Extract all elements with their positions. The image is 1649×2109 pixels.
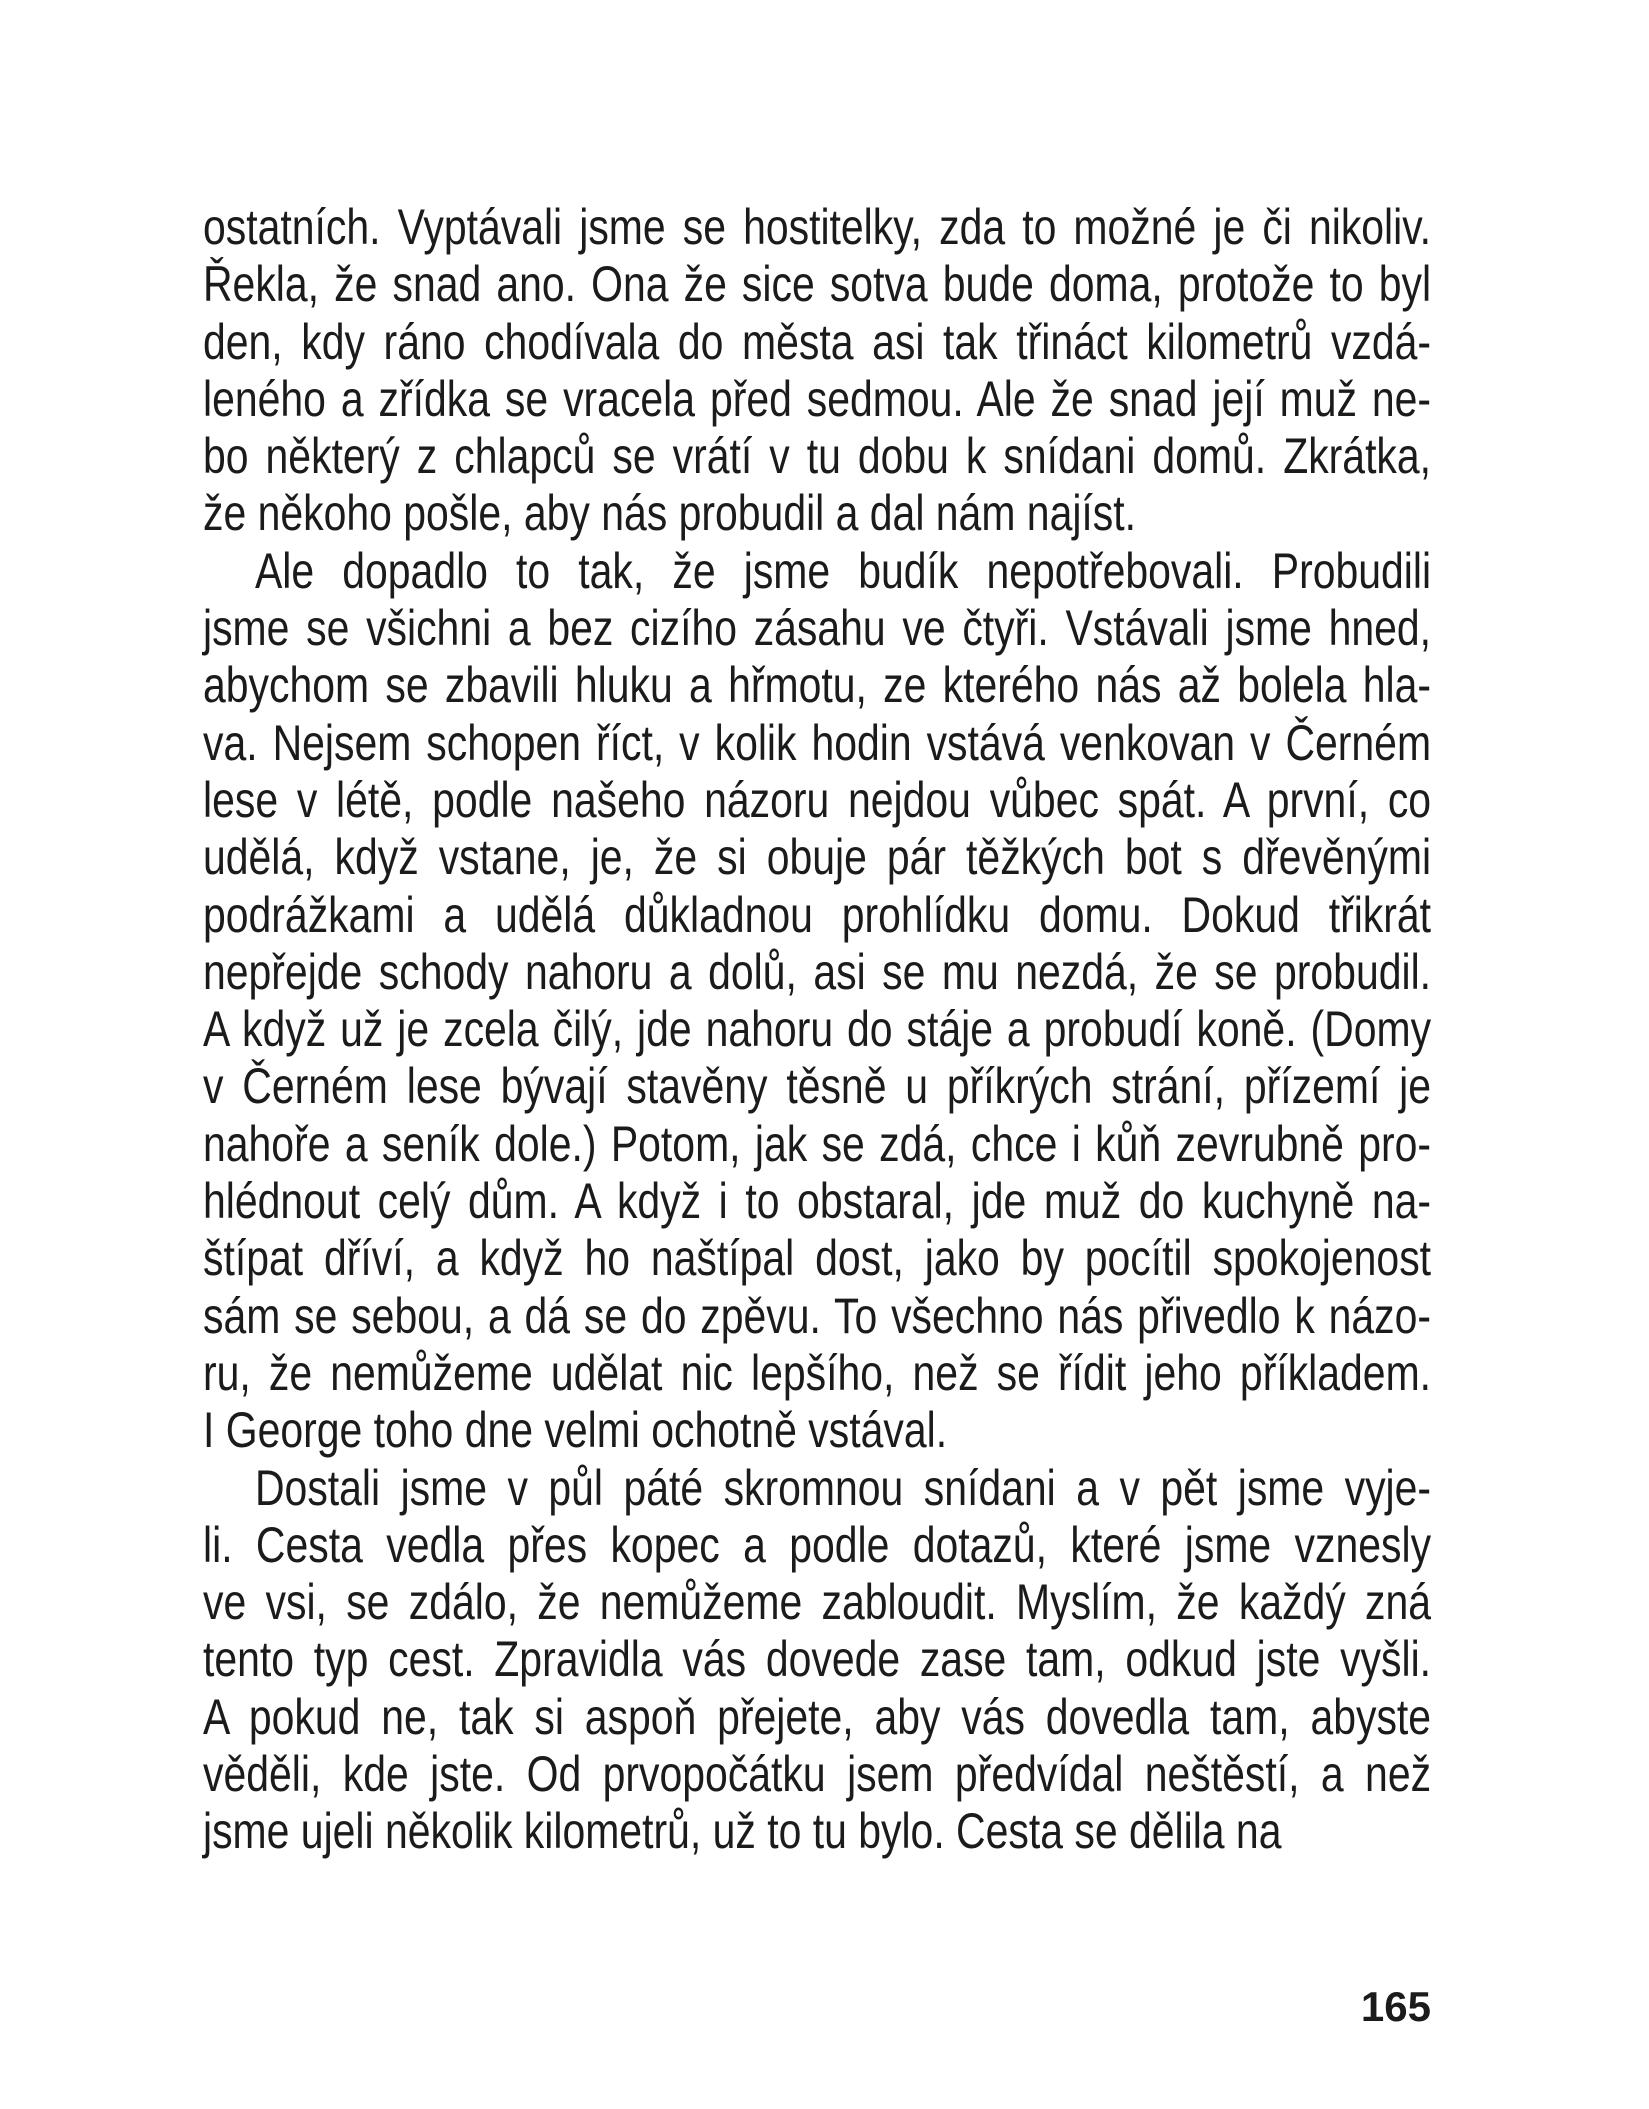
text-line: sám se sebou, a dá se do zpěvu. To všechno nás přivedlo k názo- xyxy=(203,1287,1432,1344)
text-line: v Černém lese bývají stavěny těsně u příkrých strání, přízemí je xyxy=(203,1058,1432,1115)
text-line: bo některý z chlapců se vrátí v tu dobu k snídani domů. Zkrátka, xyxy=(203,428,1432,485)
text-line: tento typ cest. Zpravidla vás dovede zase tam, odkud jste vyšli. xyxy=(203,1631,1432,1688)
text-line: leného a zřídka se vracela před sedmou. Ale že snad její muž ne- xyxy=(203,370,1432,427)
text-line: Dostali jsme v půl páté skromnou snídani a v pět jsme vyje- xyxy=(254,1459,1432,1516)
text-line: štípat dříví, a když ho naštípal dost, jako by pocítil spokojenost xyxy=(203,1230,1432,1287)
text-line: jsme se všichni a bez cizího zásahu ve čtyři. Vstávali jsme hned, xyxy=(203,600,1432,657)
text-line: nepřejde schody nahoru a dolů, asi se mu nezdá, že se probudil. xyxy=(203,943,1432,1000)
paragraph xyxy=(203,1460,1431,1861)
text-line: jsme ujeli několik kilometrů, už to tu bylo. Cesta se dělila na xyxy=(203,1803,1282,1860)
page-number: 165 xyxy=(1360,1983,1431,2030)
text-line: hlédnout celý dům. A když i to obstaral, jde muž do kuchyně na- xyxy=(203,1173,1432,1230)
text-line: Ale dopadlo to tak, že jsme budík nepotřebovali. Probudili xyxy=(254,542,1432,599)
paragraph xyxy=(203,199,1431,543)
text-line: A pokud ne, tak si aspoň přejete, aby vás dovedla tam, abyste xyxy=(203,1688,1432,1745)
text-line: udělá, když vstane, je, že si obuje pár těžkých bot s dřevěnými xyxy=(203,829,1432,886)
text-line: nahoře a seník dole.) Potom, jak se zdá, chce i kůň zevrubně pro- xyxy=(203,1115,1432,1172)
text-line: podrážkami a udělá důkladnou prohlídku domu. Dokud třikrát xyxy=(203,886,1432,943)
paragraph xyxy=(203,543,1431,1460)
text-line: věděli, kde jste. Od prvopočátku jsem předvídal neštěstí, a než xyxy=(203,1746,1432,1803)
text-line: ostatních. Vyptávali jsme se hostitelky, zda to možné je či nikoliv. xyxy=(203,199,1432,255)
text-line: ru, že nemůžeme udělat nic lepšího, než se řídit jeho příkladem. xyxy=(203,1344,1432,1401)
text-line: den, kdy ráno chodívala do města asi tak třináct kilometrů vzdá- xyxy=(203,313,1432,370)
text-line: Řekla, že snad ano. Ona že sice sotva bude doma, protože to byl xyxy=(203,256,1432,313)
text-line: že někoho pošle, aby nás probudil a dal nám najíst. xyxy=(203,485,1137,542)
text-line: ve vsi, se zdálo, že nemůžeme zabloudit. Myslím, že každý zná xyxy=(203,1574,1432,1631)
text-block xyxy=(203,199,1431,1861)
text-line: va. Nejsem schopen říct, v kolik hodin vstává venkovan v Černém xyxy=(203,714,1432,771)
text-line: A když už je zcela čilý, jde nahoru do stáje a probudí koně. (Domy xyxy=(203,1001,1432,1058)
text-line: I George toho dne velmi ochotně vstával. xyxy=(203,1402,948,1459)
text-line: li. Cesta vedla přes kopec a podle dotazů, které jsme vznesly xyxy=(203,1516,1432,1573)
text-line: lese v létě, podle našeho názoru nejdou vůbec spát. A první, co xyxy=(203,771,1432,828)
text-line: abychom se zbavili hluku a hřmotu, ze kterého nás až bolela hla- xyxy=(203,657,1432,714)
